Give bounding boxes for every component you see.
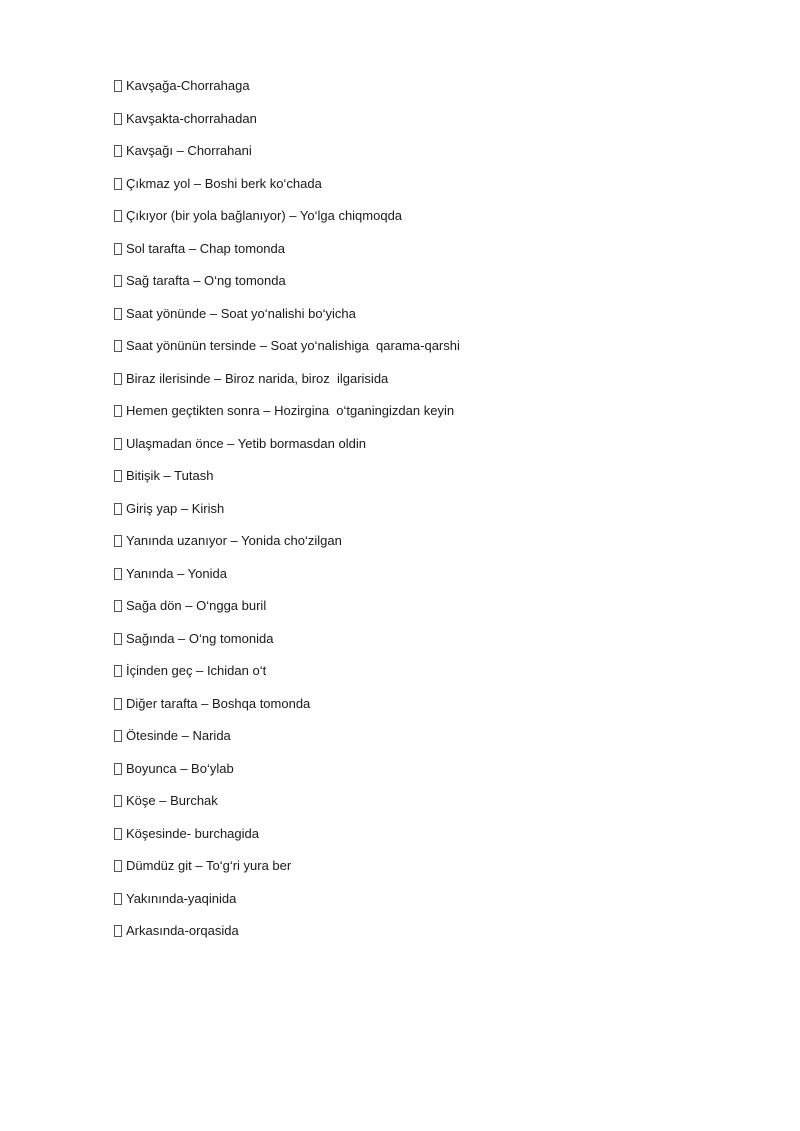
- vocabulary-entry: Boyunca – Bo‘ylab: [126, 760, 234, 776]
- missing-glyph-bullet-icon: [114, 828, 122, 840]
- vocabulary-entry: Giriş yap – Kirish: [126, 500, 225, 516]
- list-item: [114, 792, 714, 825]
- vocabulary-entry: İçinden geç – Ichidan o‘t: [126, 663, 267, 678]
- vocabulary-entry: Sağa dön – O‘ngga buril: [126, 598, 267, 613]
- vocabulary-entry: Ulaşmadan önce – Yetib bormasdan oldin: [126, 435, 366, 451]
- list-item: [114, 305, 714, 338]
- list-item: [114, 402, 714, 435]
- list-item: [114, 370, 714, 403]
- vocabulary-entry: Yanında uzanıyor – Yonida cho‘zilgan: [126, 533, 342, 548]
- vocabulary-entry: Sol tarafta – Chap tomonda: [126, 240, 285, 256]
- missing-glyph-bullet-icon: [114, 730, 122, 742]
- missing-glyph-bullet-icon: [114, 503, 122, 515]
- missing-glyph-bullet-icon: [114, 600, 122, 612]
- vocabulary-entry: Saat yönünde – Soat yo‘nalishi bo‘yicha: [126, 305, 356, 321]
- list-item: [114, 435, 714, 468]
- list-item: [114, 272, 714, 305]
- list-item: [114, 532, 714, 565]
- missing-glyph-bullet-icon: [114, 698, 122, 710]
- missing-glyph-bullet-icon: [114, 275, 122, 287]
- missing-glyph-bullet-icon: [114, 210, 122, 222]
- missing-glyph-bullet-icon: [114, 925, 122, 937]
- missing-glyph-bullet-icon: [114, 665, 122, 677]
- missing-glyph-bullet-icon: [114, 145, 122, 157]
- missing-glyph-bullet-icon: [114, 763, 122, 775]
- missing-glyph-bullet-icon: [114, 568, 122, 580]
- missing-glyph-bullet-icon: [114, 893, 122, 905]
- list-item: [114, 467, 714, 500]
- missing-glyph-bullet-icon: [114, 80, 122, 92]
- list-item: [114, 77, 714, 110]
- list-item: [114, 337, 714, 370]
- list-item: [114, 727, 714, 760]
- vocabulary-entry: Yakınında-yaqinida: [126, 890, 237, 906]
- list-item: [114, 922, 714, 955]
- vocabulary-entry: Çıkmaz yol – Boshi berk ko‘chada: [126, 175, 322, 191]
- list-item: [114, 695, 714, 728]
- vocabulary-entry: Kavşakta-chorrahadan: [126, 110, 257, 126]
- list-item: [114, 760, 714, 793]
- missing-glyph-bullet-icon: [114, 470, 122, 482]
- vocabulary-entry: Kavşağa-Chorrahaga: [126, 78, 250, 93]
- missing-glyph-bullet-icon: [114, 113, 122, 125]
- vocabulary-entry: Saat yönünün tersinde – Soat yo‘nalishiga qarama-qarshi: [126, 338, 460, 353]
- vocabulary-entry: Sağ tarafta – O‘ng tomonda: [126, 273, 286, 288]
- list-item: [114, 890, 714, 923]
- vocabulary-entry: Köşesinde- burchagida: [126, 825, 259, 841]
- vocabulary-entry: Köşe – Burchak: [126, 793, 218, 808]
- missing-glyph-bullet-icon: [114, 308, 122, 320]
- list-item: [114, 500, 714, 533]
- list-item: [114, 662, 714, 695]
- missing-glyph-bullet-icon: [114, 340, 122, 352]
- vocabulary-entry: Bitişik – Tutash: [126, 468, 214, 483]
- vocabulary-entry: Ötesinde – Narida: [126, 728, 231, 743]
- vocabulary-entry: Sağında – O‘ng tomonida: [126, 630, 274, 646]
- vocabulary-entry: Kavşağı – Chorrahani: [126, 143, 252, 158]
- missing-glyph-bullet-icon: [114, 535, 122, 547]
- vocabulary-entry: Arkasında-orqasida: [126, 923, 239, 938]
- missing-glyph-bullet-icon: [114, 178, 122, 190]
- list-item: [114, 630, 714, 663]
- vocabulary-entry: Çıkıyor (bir yola bağlanıyor) – Yo‘lga chiqmoqda: [126, 208, 403, 223]
- list-item: [114, 825, 714, 858]
- vocabulary-entry: Yanında – Yonida: [126, 565, 227, 581]
- vocabulary-entry: Biraz ilerisinde – Biroz narida, biroz ilgarisida: [126, 370, 389, 386]
- list-item: [114, 565, 714, 598]
- list-item: [114, 207, 714, 240]
- vocabulary-entry: Dümdüz git – To‘g‘ri yura ber: [126, 858, 292, 873]
- missing-glyph-bullet-icon: [114, 633, 122, 645]
- missing-glyph-bullet-icon: [114, 405, 122, 417]
- missing-glyph-bullet-icon: [114, 438, 122, 450]
- vocabulary-list: [114, 77, 714, 955]
- missing-glyph-bullet-icon: [114, 795, 122, 807]
- list-item: [114, 142, 714, 175]
- list-item: [114, 110, 714, 143]
- list-item: [114, 857, 714, 890]
- missing-glyph-bullet-icon: [114, 860, 122, 872]
- vocabulary-entry: Hemen geçtikten sonra – Hozirgina o‘tganingizdan keyin: [126, 403, 455, 418]
- missing-glyph-bullet-icon: [114, 373, 122, 385]
- list-item: [114, 597, 714, 630]
- list-item: [114, 175, 714, 208]
- list-item: [114, 240, 714, 273]
- vocabulary-entry: Diğer tarafta – Boshqa tomonda: [126, 695, 311, 711]
- missing-glyph-bullet-icon: [114, 243, 122, 255]
